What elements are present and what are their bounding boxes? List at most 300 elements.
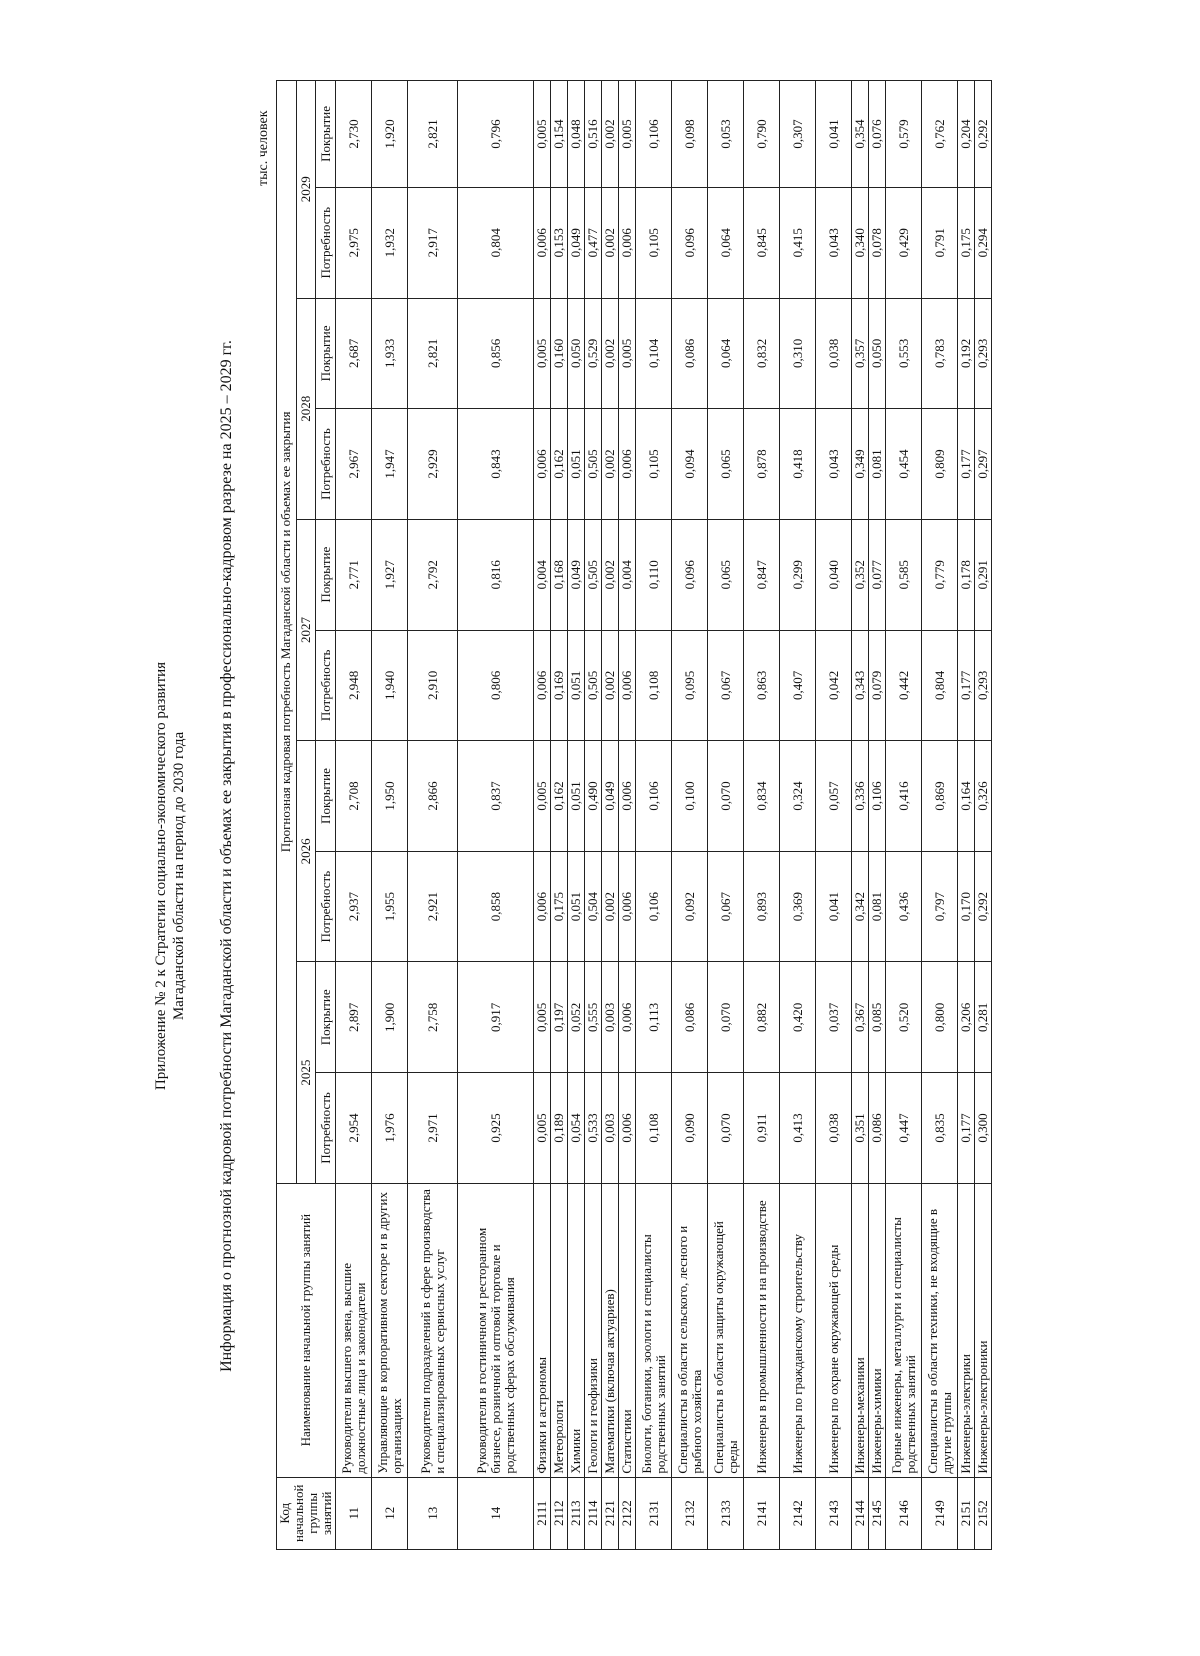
need-value: 0,006: [619, 409, 636, 520]
row-code: 2113: [568, 1477, 585, 1549]
need-value: 2,910: [408, 630, 458, 741]
need-value: 0,002: [602, 851, 619, 962]
cover-value: 0,038: [816, 298, 852, 409]
cover-value: 0,816: [458, 519, 534, 630]
need-value: 0,006: [534, 187, 551, 298]
row-code: 2122: [619, 1477, 636, 1549]
table-row: [975, 81, 992, 1550]
cover-value: 0,048: [568, 81, 585, 188]
need-value: 0,809: [922, 409, 958, 520]
header-cover: Покрытие: [316, 81, 336, 188]
need-value: 0,169: [551, 630, 568, 741]
cover-value: 0,834: [744, 741, 780, 852]
cover-value: 0,779: [922, 519, 958, 630]
need-value: 0,415: [780, 187, 816, 298]
table-row: [958, 81, 975, 1550]
cover-value: 0,783: [922, 298, 958, 409]
need-value: 0,442: [886, 630, 922, 741]
need-value: 0,105: [636, 409, 672, 520]
forecast-table: [276, 80, 992, 1550]
need-value: 1,932: [372, 187, 408, 298]
cover-value: 0,005: [619, 81, 636, 188]
row-code: 2143: [816, 1477, 852, 1549]
need-value: 0,477: [585, 187, 602, 298]
row-name: Химики: [568, 1183, 585, 1477]
header-cover: Покрытие: [316, 962, 336, 1073]
cover-value: 0,790: [744, 81, 780, 188]
header-cover: Покрытие: [316, 741, 336, 852]
need-value: 0,051: [568, 409, 585, 520]
need-value: 0,105: [636, 187, 672, 298]
row-code: 2121: [602, 1477, 619, 1549]
cover-value: 2,771: [336, 519, 372, 630]
table-row: [619, 81, 636, 1550]
cover-value: 0,086: [672, 962, 708, 1073]
cover-value: 0,004: [534, 519, 551, 630]
need-value: 0,878: [744, 409, 780, 520]
cover-value: 1,950: [372, 741, 408, 852]
row-code: 2144: [852, 1477, 869, 1549]
cover-value: 0,113: [636, 962, 672, 1073]
cover-value: 0,168: [551, 519, 568, 630]
cover-value: 0,162: [551, 741, 568, 852]
need-value: 0,064: [708, 187, 744, 298]
row-name: Инженеры-химики: [869, 1183, 886, 1477]
need-value: 0,177: [958, 409, 975, 520]
row-code: 2111: [534, 1477, 551, 1549]
cover-value: 0,579: [886, 81, 922, 188]
need-value: 0,006: [619, 1073, 636, 1184]
cover-value: 0,293: [975, 298, 992, 409]
need-value: 2,975: [336, 187, 372, 298]
table-row: [922, 81, 958, 1550]
cover-value: 0,553: [886, 298, 922, 409]
cover-value: 0,065: [708, 519, 744, 630]
cover-value: 0,555: [585, 962, 602, 1073]
row-code: 2142: [780, 1477, 816, 1549]
cover-value: 0,529: [585, 298, 602, 409]
cover-value: 0,040: [816, 519, 852, 630]
need-value: 2,917: [408, 187, 458, 298]
cover-value: 0,051: [568, 741, 585, 852]
cover-value: 0,096: [672, 519, 708, 630]
header-need: Потребность: [316, 851, 336, 962]
row-code: 11: [336, 1477, 372, 1549]
cover-value: 2,866: [408, 741, 458, 852]
table-row: [780, 81, 816, 1550]
cover-value: 0,002: [602, 81, 619, 188]
row-name: Физики и астрономы: [534, 1183, 551, 1477]
need-value: 0,106: [636, 851, 672, 962]
need-value: 0,436: [886, 851, 922, 962]
row-name: Руководители высшего звена, высшие должностные лица и законодатели: [336, 1183, 372, 1477]
need-value: 0,108: [636, 630, 672, 741]
table-row: [568, 81, 585, 1550]
cover-value: 0,077: [869, 519, 886, 630]
cover-value: 0,006: [619, 962, 636, 1073]
cover-value: 0,106: [869, 741, 886, 852]
row-code: 12: [372, 1477, 408, 1549]
cover-value: 0,049: [602, 741, 619, 852]
table-row: [551, 81, 568, 1550]
need-value: 0,096: [672, 187, 708, 298]
cover-value: 0,070: [708, 962, 744, 1073]
need-value: 0,413: [780, 1073, 816, 1184]
need-value: 0,294: [975, 187, 992, 298]
cover-value: 2,730: [336, 81, 372, 188]
table-row: [886, 81, 922, 1550]
cover-value: 0,106: [636, 81, 672, 188]
need-value: 0,407: [780, 630, 816, 741]
need-value: 0,863: [744, 630, 780, 741]
table-row: [336, 81, 372, 1550]
need-value: 0,845: [744, 187, 780, 298]
cover-value: 2,708: [336, 741, 372, 852]
cover-value: 0,856: [458, 298, 534, 409]
need-value: 0,078: [869, 187, 886, 298]
appendix-header: [152, 426, 188, 1326]
row-name: Инженеры-механики: [852, 1183, 869, 1477]
table-row: [585, 81, 602, 1550]
row-name: Инженеры по охране окружающей среды: [816, 1183, 852, 1477]
cover-value: 0,002: [602, 519, 619, 630]
cover-value: 0,299: [780, 519, 816, 630]
cover-value: 0,204: [958, 81, 975, 188]
cover-value: 0,106: [636, 741, 672, 852]
row-code: 14: [458, 1477, 534, 1549]
document-title: Информация о прогнозной кадровой потребности Магаданской области и объемах ее закрытия в профессионально-кадровом разрезе на 2025 – 2029 гг.: [218, 340, 235, 1372]
table-row: [672, 81, 708, 1550]
table-row: [534, 81, 551, 1550]
need-value: 0,005: [534, 1073, 551, 1184]
row-code: 2112: [551, 1477, 568, 1549]
need-value: 0,533: [585, 1073, 602, 1184]
cover-value: 0,281: [975, 962, 992, 1073]
cover-value: 0,050: [568, 298, 585, 409]
need-value: 0,189: [551, 1073, 568, 1184]
need-value: 1,955: [372, 851, 408, 962]
need-value: 0,418: [780, 409, 816, 520]
table-row: [852, 81, 869, 1550]
table-row: [708, 81, 744, 1550]
cover-value: 0,053: [708, 81, 744, 188]
cover-value: 0,049: [568, 519, 585, 630]
row-name: Метеорологи: [551, 1183, 568, 1477]
cover-value: 0,076: [869, 81, 886, 188]
need-value: 0,081: [869, 409, 886, 520]
table-row: [602, 81, 619, 1550]
row-name: Статистики: [619, 1183, 636, 1477]
need-value: 0,038: [816, 1073, 852, 1184]
cover-value: 2,821: [408, 81, 458, 188]
need-value: 0,177: [958, 630, 975, 741]
cover-value: 0,154: [551, 81, 568, 188]
cover-value: 0,110: [636, 519, 672, 630]
need-value: 0,369: [780, 851, 816, 962]
need-value: 0,351: [852, 1073, 869, 1184]
header-code: Код начальной группы занятий: [277, 1477, 336, 1549]
cover-value: 0,100: [672, 741, 708, 852]
cover-value: 0,310: [780, 298, 816, 409]
cover-value: 0,882: [744, 962, 780, 1073]
row-name: Специалисты в области техники, не входящие в другие группы: [922, 1183, 958, 1477]
header-year: 2026: [296, 741, 316, 962]
table-row: [636, 81, 672, 1550]
need-value: 0,153: [551, 187, 568, 298]
need-value: 0,342: [852, 851, 869, 962]
need-value: 2,948: [336, 630, 372, 741]
need-value: 2,954: [336, 1073, 372, 1184]
need-value: 0,043: [816, 409, 852, 520]
cover-value: 0,085: [869, 962, 886, 1073]
need-value: 0,858: [458, 851, 534, 962]
row-name: Руководители подразделений в сфере производства и специализированных сервисных услуг: [408, 1183, 458, 1477]
need-value: 0,006: [619, 851, 636, 962]
cover-value: 0,847: [744, 519, 780, 630]
cover-value: 0,367: [852, 962, 869, 1073]
need-value: 0,095: [672, 630, 708, 741]
need-value: 0,067: [708, 630, 744, 741]
header-need: Потребность: [316, 187, 336, 298]
cover-value: 0,160: [551, 298, 568, 409]
header-cover: Покрытие: [316, 298, 336, 409]
need-value: 0,006: [619, 630, 636, 741]
need-value: 0,504: [585, 851, 602, 962]
cover-value: 0,832: [744, 298, 780, 409]
need-value: 0,791: [922, 187, 958, 298]
cover-value: 0,192: [958, 298, 975, 409]
cover-value: 0,520: [886, 962, 922, 1073]
row-name: Биологи, ботаники, зоологи и специалисты родственных занятий: [636, 1183, 672, 1477]
cover-value: 0,005: [534, 81, 551, 188]
cover-value: 0,004: [619, 519, 636, 630]
cover-value: 2,687: [336, 298, 372, 409]
need-value: 0,806: [458, 630, 534, 741]
cover-value: 0,003: [602, 962, 619, 1073]
row-name: Инженеры-электрики: [958, 1183, 975, 1477]
need-value: 0,447: [886, 1073, 922, 1184]
table-row: [816, 81, 852, 1550]
need-value: 0,070: [708, 1073, 744, 1184]
row-code: 2114: [585, 1477, 602, 1549]
cover-value: 0,104: [636, 298, 672, 409]
header-year: 2028: [296, 298, 316, 519]
need-value: 1,976: [372, 1073, 408, 1184]
need-value: 0,092: [672, 851, 708, 962]
cover-value: 0,326: [975, 741, 992, 852]
row-code: 13: [408, 1477, 458, 1549]
need-value: 0,006: [534, 851, 551, 962]
header-cover: Покрытие: [316, 519, 336, 630]
header-need: Потребность: [316, 409, 336, 520]
cover-value: 0,505: [585, 519, 602, 630]
row-code: 2141: [744, 1477, 780, 1549]
cover-value: 0,178: [958, 519, 975, 630]
cover-value: 0,324: [780, 741, 816, 852]
need-value: 0,042: [816, 630, 852, 741]
table-header: [277, 81, 336, 1550]
need-value: 0,067: [708, 851, 744, 962]
cover-value: 0,490: [585, 741, 602, 852]
need-value: 0,293: [975, 630, 992, 741]
cover-value: 0,585: [886, 519, 922, 630]
need-value: 0,006: [534, 630, 551, 741]
cover-value: 0,070: [708, 741, 744, 852]
cover-value: 0,837: [458, 741, 534, 852]
row-name: Инженеры-электроники: [975, 1183, 992, 1477]
cover-value: 1,933: [372, 298, 408, 409]
need-value: 0,343: [852, 630, 869, 741]
need-value: 0,094: [672, 409, 708, 520]
need-value: 0,505: [585, 630, 602, 741]
cover-value: 0,206: [958, 962, 975, 1073]
cover-value: 0,002: [602, 298, 619, 409]
need-value: 0,505: [585, 409, 602, 520]
need-value: 0,893: [744, 851, 780, 962]
cover-value: 0,352: [852, 519, 869, 630]
row-code: 2146: [886, 1477, 922, 1549]
header-name: Наименование начальной группы занятий: [277, 1183, 336, 1477]
cover-value: 0,917: [458, 962, 534, 1073]
row-name: Управляющие в корпоративном секторе и в других организациях: [372, 1183, 408, 1477]
need-value: 0,065: [708, 409, 744, 520]
cover-value: 2,897: [336, 962, 372, 1073]
need-value: 0,051: [568, 630, 585, 741]
cover-value: 0,037: [816, 962, 852, 1073]
cover-value: 0,041: [816, 81, 852, 188]
row-code: 2145: [869, 1477, 886, 1549]
row-name: Математики (включая актуариев): [602, 1183, 619, 1477]
need-value: 2,971: [408, 1073, 458, 1184]
header-group: Прогнозная кадровая потребность Магаданской области и объемах ее закрытия: [277, 81, 297, 1184]
row-code: 2133: [708, 1477, 744, 1549]
cover-value: 2,758: [408, 962, 458, 1073]
header-year: 2027: [296, 519, 316, 740]
need-value: 2,937: [336, 851, 372, 962]
row-name: Руководители в гостиничном и ресторанном бизнесе, розничной и оптовой торговле и родственных сферах обслуживания: [458, 1183, 534, 1477]
cover-value: 0,291: [975, 519, 992, 630]
cover-value: 0,164: [958, 741, 975, 852]
cover-value: 0,796: [458, 81, 534, 188]
cover-value: 0,357: [852, 298, 869, 409]
table-row: [869, 81, 886, 1550]
need-value: 0,804: [458, 187, 534, 298]
need-value: 0,002: [602, 187, 619, 298]
unit-label: тыс. человек: [256, 110, 271, 186]
row-code: 2132: [672, 1477, 708, 1549]
need-value: 0,079: [869, 630, 886, 741]
cover-value: 0,005: [534, 962, 551, 1073]
table-row: [744, 81, 780, 1550]
cover-value: 0,005: [534, 298, 551, 409]
cover-value: 0,052: [568, 962, 585, 1073]
cover-value: 0,800: [922, 962, 958, 1073]
header-year: 2025: [296, 962, 316, 1183]
need-value: 0,081: [869, 851, 886, 962]
need-value: 0,003: [602, 1073, 619, 1184]
cover-value: 0,057: [816, 741, 852, 852]
appendix-line-2: Магаданской области на период до 2030 года: [171, 731, 187, 1021]
need-value: 0,300: [975, 1073, 992, 1184]
cover-value: 0,354: [852, 81, 869, 188]
need-value: 0,175: [551, 851, 568, 962]
row-name: Инженеры в промышленности и на производстве: [744, 1183, 780, 1477]
need-value: 0,454: [886, 409, 922, 520]
cover-value: 0,086: [672, 298, 708, 409]
need-value: 0,006: [619, 187, 636, 298]
need-value: 0,108: [636, 1073, 672, 1184]
table-row: [408, 81, 458, 1550]
row-name: Горные инженеры, металлурги и специалисты родственных занятий: [886, 1183, 922, 1477]
need-value: 1,947: [372, 409, 408, 520]
cover-value: 0,416: [886, 741, 922, 852]
header-need: Потребность: [316, 630, 336, 741]
need-value: 0,170: [958, 851, 975, 962]
cover-value: 0,292: [975, 81, 992, 188]
need-value: 0,297: [975, 409, 992, 520]
cover-value: 0,005: [619, 298, 636, 409]
cover-value: 2,792: [408, 519, 458, 630]
need-value: 1,940: [372, 630, 408, 741]
need-value: 0,049: [568, 187, 585, 298]
appendix-line-1: Приложение № 2 к Стратегии социально-экономического развития: [153, 661, 169, 1091]
table-row: [372, 81, 408, 1550]
cover-value: 1,927: [372, 519, 408, 630]
row-code: 2151: [958, 1477, 975, 1549]
row-name: Специалисты в области сельского, лесного и рыбного хозяйства: [672, 1183, 708, 1477]
need-value: 0,175: [958, 187, 975, 298]
need-value: 0,797: [922, 851, 958, 962]
need-value: 0,925: [458, 1073, 534, 1184]
need-value: 0,051: [568, 851, 585, 962]
need-value: 0,041: [816, 851, 852, 962]
need-value: 0,086: [869, 1073, 886, 1184]
need-value: 0,006: [534, 409, 551, 520]
cover-value: 0,516: [585, 81, 602, 188]
cover-value: 1,900: [372, 962, 408, 1073]
row-code: 2152: [975, 1477, 992, 1549]
need-value: 0,843: [458, 409, 534, 520]
need-value: 2,967: [336, 409, 372, 520]
need-value: 0,911: [744, 1073, 780, 1184]
cover-value: 0,098: [672, 81, 708, 188]
cover-value: 0,064: [708, 298, 744, 409]
header-year: 2029: [296, 81, 316, 299]
need-value: 0,177: [958, 1073, 975, 1184]
cover-value: 0,869: [922, 741, 958, 852]
need-value: 2,929: [408, 409, 458, 520]
row-name: Специалисты в области защиты окружающей среды: [708, 1183, 744, 1477]
row-name: Геологи и геофизики: [585, 1183, 602, 1477]
need-value: 0,054: [568, 1073, 585, 1184]
need-value: 0,002: [602, 409, 619, 520]
need-value: 0,162: [551, 409, 568, 520]
cover-value: 0,336: [852, 741, 869, 852]
cover-value: 0,006: [619, 741, 636, 852]
row-code: 2131: [636, 1477, 672, 1549]
cover-value: 0,762: [922, 81, 958, 188]
cover-value: 0,420: [780, 962, 816, 1073]
cover-value: 1,920: [372, 81, 408, 188]
cover-value: 2,821: [408, 298, 458, 409]
header-need: Потребность: [316, 1073, 336, 1184]
need-value: 0,090: [672, 1073, 708, 1184]
table-row: [458, 81, 534, 1550]
need-value: 2,921: [408, 851, 458, 962]
need-value: 0,349: [852, 409, 869, 520]
need-value: 0,340: [852, 187, 869, 298]
need-value: 0,429: [886, 187, 922, 298]
